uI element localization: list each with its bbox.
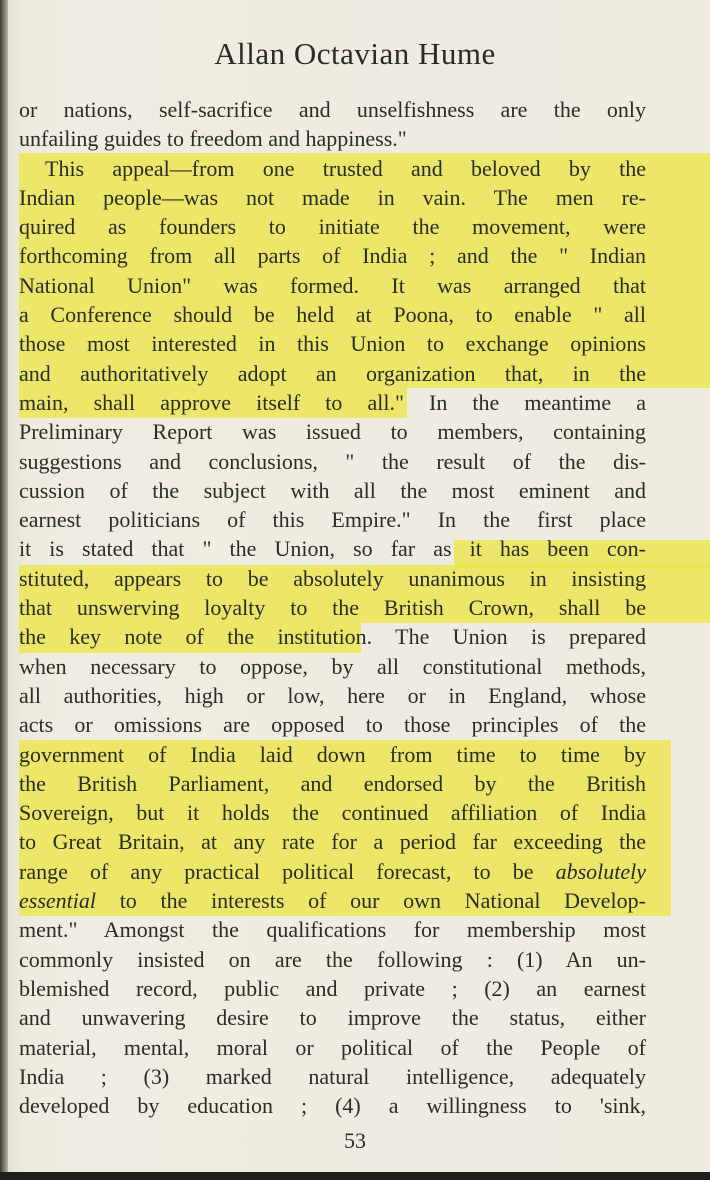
scan-bottom-edge bbox=[0, 1172, 710, 1180]
page-number: 53 bbox=[344, 1128, 366, 1153]
text-line-32: and unwavering desire to improve the status, either bbox=[19, 1005, 646, 1031]
text-line-29: ment." Amongst the qualifications for membership most bbox=[19, 917, 646, 943]
text-line-27-italic: absolutely bbox=[555, 858, 646, 884]
text-line-5: quired as founders to initiate the movement, were bbox=[19, 214, 646, 240]
text-line-15: earnest politicians of this Empire." In the first place bbox=[19, 507, 646, 533]
text-line-8: a Conference should be held at Poona, to enable " all bbox=[19, 302, 646, 328]
text-line-35: developed by education ; (4) a willingness to 'sink, bbox=[19, 1093, 646, 1119]
text-line-1: or nations, self-sacrifice and unselfishness are the only bbox=[19, 97, 646, 122]
text-line-22: acts or omissions are opposed to those principles of the bbox=[19, 712, 646, 738]
text-line-2: unfailing guides to freedom and happiness." bbox=[19, 126, 407, 152]
running-head: Allan Octavian Hume bbox=[214, 36, 496, 71]
text-line-33: material, mental, moral or political of the People of bbox=[19, 1034, 646, 1060]
text-line-21: all authorities, high or low, here or in England, whose bbox=[19, 682, 646, 708]
text-line-4: Indian people—was not made in vain. The men re- bbox=[19, 184, 646, 210]
text-line-18: that unswerving loyalty to the British Crown, shall be bbox=[19, 595, 646, 621]
text-line-11: main, shall approve itself to all." In the meantime a bbox=[19, 389, 646, 415]
text-line-9: those most interested in this Union to exchange opinions bbox=[19, 331, 646, 357]
text-line-31: blemished record, public and private ; (2) an earnest bbox=[19, 975, 646, 1001]
text-line-23: government of India laid down from time to time by bbox=[19, 741, 646, 767]
text-line-10: and authoritatively adopt an organization that, in the bbox=[19, 360, 646, 386]
text-line-30: commonly insisted on are the following : (1) An un- bbox=[19, 946, 646, 972]
text-line-26: to Great Britain, at any rate for a period far exceeding the bbox=[19, 829, 646, 855]
text-line-12: Preliminary Report was issued to members, containing bbox=[19, 419, 646, 445]
text-line-28-italic: essential bbox=[19, 888, 96, 914]
text-line-28-roman: to the interests of our own National Develop- bbox=[96, 888, 646, 914]
text-line-6: forthcoming from all parts of India ; and the " Indian bbox=[19, 243, 646, 269]
text-line-27 bbox=[19, 857, 646, 886]
body-text bbox=[19, 95, 646, 1120]
text-line-7: National Union" was formed. It was arranged that bbox=[19, 272, 646, 298]
text-line-17: stituted, appears to be absolutely unanimous in insisting bbox=[19, 565, 646, 591]
text-line-3: This appeal—from one trusted and beloved by the bbox=[45, 155, 646, 181]
page-binding-edge bbox=[0, 0, 8, 1180]
text-line-14: cussion of the subject with all the most eminent and bbox=[19, 477, 646, 503]
text-line-25: Sovereign, but it holds the continued affiliation of India bbox=[19, 800, 646, 826]
text-line-20: when necessary to oppose, by all constitutional methods, bbox=[19, 653, 646, 679]
text-line-27-roman: range of any practical political forecast, to be bbox=[19, 858, 556, 884]
text-line-28 bbox=[19, 886, 646, 915]
text-line-34: India ; (3) marked natural intelligence, adequately bbox=[19, 1063, 646, 1089]
text-line-13: suggestions and conclusions, " the result of the dis- bbox=[19, 448, 646, 474]
text-line-24: the British Parliament, and endorsed by the British bbox=[19, 770, 646, 796]
text-line-16: it is stated that " the Union, so far as it has been con- bbox=[19, 536, 646, 562]
text-line-19: the key note of the institution. The Union is prepared bbox=[19, 624, 646, 650]
